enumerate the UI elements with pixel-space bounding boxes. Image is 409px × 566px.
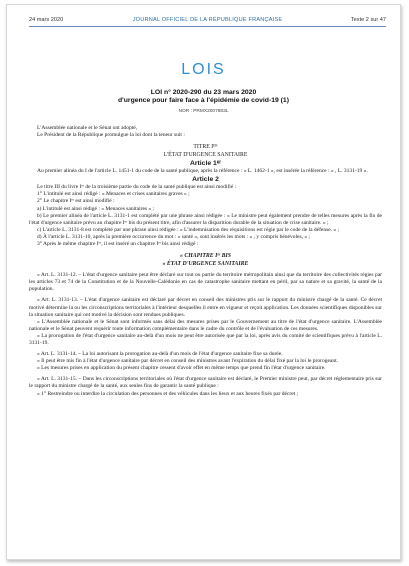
- article-2-paragraph: d) À l'article L. 3131-10, après la première occurrence du mot : « santé », sont insérés les mots : « , y compris bénévoles, » ;: [37, 233, 311, 240]
- nor-reference: NOR : PRMX2007883L: [178, 109, 229, 114]
- article-2-paragraph: a) L'intitulé est ainsi rédigé : « Menaces sanitaires » ;: [37, 205, 155, 212]
- code-article-paragraph: « Art. L. 3131-12. – L'état d'urgence sanitaire peut être déclaré sur tout ou partie du territoire métropolitain ainsi que du territoire des collectivités régies par les articles 73 et 74 de la Constitution et de la Nouvelle-Calédonie en cas de catastrophe sanitaire mettant en péril, par sa nature et sa gravité, la santé de la population.: [29, 272, 382, 293]
- article-2-paragraph: 3° Après le même chapitre Iᵉʳ, il est inséré un chapitre Iᵉʳ bis ainsi rédigé :: [37, 241, 199, 248]
- code-article-paragraph: « Il peut être mis fin à l'état d'urgence sanitaire par décret en conseil des ministres avant l'expiration du délai fixé par la loi le prorogeant.: [37, 358, 338, 365]
- intro-line: Le Président de la République promulgue la loi dont la teneur suit :: [37, 132, 185, 139]
- chapter-name: « ÉTAT D'URGENCE SANITAIRE: [162, 261, 249, 268]
- article-2-paragraph: 1° L'intitulé est ainsi rédigé : « Menaces et crises sanitaires graves » ;: [37, 191, 190, 198]
- code-article-paragraph: « Art. L. 3131-15. – Dans les circonscriptions territoriales où l'état d'urgence sanitaire est déclaré, le Premier ministre peut, par décret réglementaire pris sur le rapport du ministre chargé de la santé, aux seules fins de garantir la santé publique :: [29, 376, 382, 390]
- code-article-paragraph: « 1° Restreindre ou interdire la circulation des personnes et des véhicules dans les lieux et aux heures fixés par décret ;: [37, 390, 299, 397]
- code-article-paragraph: « La prorogation de l'état d'urgence sanitaire au-delà d'un mois ne peut être autorisée que par la loi, après avis du comité de scientifiques prévu à l'article L. 3131-19.: [29, 332, 382, 346]
- text-count: Texte 2 sur 47: [350, 17, 386, 23]
- article-2-paragraph: Le titre III du livre Iᵉʳ de la troisième partie du code de la santé publique est ainsi modifié :: [37, 184, 237, 191]
- intro-line: L'Assemblée nationale et le Sénat ont adopté,: [37, 125, 138, 131]
- code-article-paragraph: « Les mesures prises en application du présent chapitre cessent d'avoir effet en même temps que prend fin l'état d'urgence sanitaire.: [37, 365, 326, 372]
- code-article-paragraph: « Art. L. 3131-13. – L'état d'urgence sanitaire est déclaré par décret en conseil des ministres pris sur le rapport du ministre chargé de la santé. Ce décret motivé détermine la ou les circonscriptions territoriales à l'intérieur desquelles il entre en vigueur et reçoit application. Les données scientifiques disponibles sur la situation sanitaire qui ont motivé la décision sont rendues publiques.: [29, 297, 382, 318]
- article-2-paragraph: 2° Le chapitre Iᵉʳ est ainsi modifié :: [37, 198, 115, 205]
- journal-title: JOURNAL OFFICIEL DE LA RÉPUBLIQUE FRANÇAISE: [132, 17, 283, 23]
- law-body: [29, 125, 382, 398]
- code-article-paragraph: « Art. L. 3131-14. – La loi autorisant la prorogation au-delà d'un mois de l'état d'urgence sanitaire fixe sa durée.: [37, 351, 283, 358]
- chapter-label: « CHAPITRE Iᵉʳ BIS: [180, 253, 231, 260]
- law-number: LOI n° 2020-290 du 23 mars 2020: [150, 89, 257, 96]
- document-page: [6, 4, 401, 560]
- law-subject: d'urgence pour faire face à l'épidémie de covid-19 (1): [118, 97, 289, 104]
- section-heading: LOIS: [181, 61, 226, 78]
- titre-label: TITRE Iᴱᴿ: [193, 144, 218, 151]
- article-2-heading: Article 2: [192, 176, 219, 184]
- header-date: 24 mars 2020: [29, 17, 64, 23]
- titre-name: L'ÉTAT D'URGENCE SANITAIRE: [163, 152, 248, 159]
- code-article-paragraph: « L'Assemblée nationale et le Sénat sont informés sans délai des mesures prises par le Gouvernement au titre de l'état d'urgence sanitaire. L'Assemblée nationale et le Sénat peuvent requérir toute information complémentaire dans le cadre du contrôle et de l'évaluation de ces mesures.: [29, 318, 382, 332]
- law-title: [7, 89, 400, 105]
- article-1-text: Au premier alinéa du I de l'article L. 1451-1 du code de la santé publique, après la référence : « L. 1462-1 », est insérée la référence : « , L. 3131-19 ».: [37, 168, 368, 175]
- article-1-heading: Article 1ᵉʳ: [189, 160, 222, 168]
- article-2-paragraph: c) L'article L. 3131-8 est complété par une phrase ainsi rédigée : « L'indemnisation des réquisitions est régie par le code de la défense. » ;: [37, 226, 340, 233]
- header-rule: [29, 26, 386, 27]
- running-header: [29, 16, 386, 26]
- article-2-paragraph: b) Le premier alinéa de l'article L. 3131-1 est complété par une phrase ainsi rédigée : « Le ministre peut également prendre de telles mesures après la fin de l'état d'urgence sanitaire prévu au chapitre Iᵉʳ bis du présent titre, afin d'assurer la disparition durable de la situation de crise sanitaire. » ;: [29, 212, 382, 226]
